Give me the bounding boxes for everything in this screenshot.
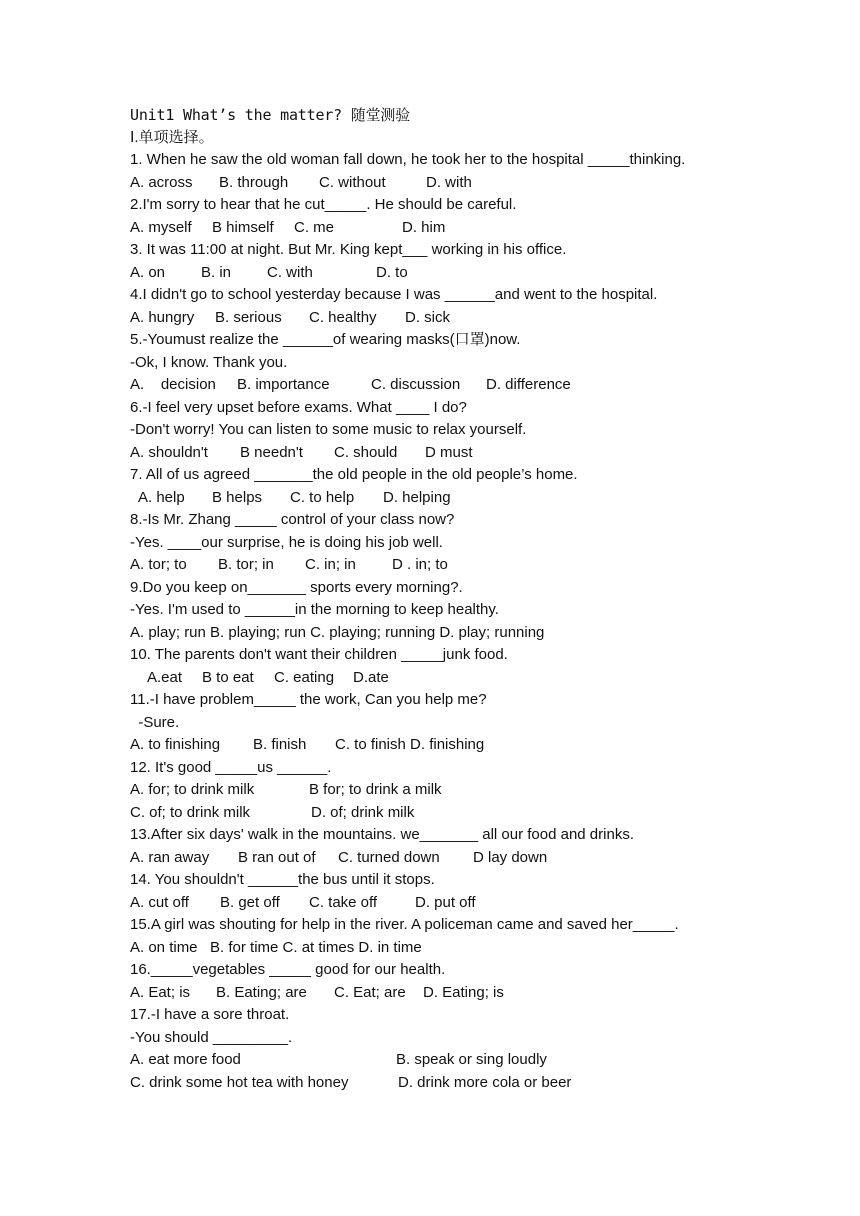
answer-option: C. turned down xyxy=(338,848,440,866)
question-line: 14. You shouldn't ______the bus until it stops. xyxy=(130,871,435,888)
answer-option: C. drink some hot tea with honey xyxy=(130,1073,349,1091)
answer-option: B. finish xyxy=(253,736,307,753)
answer-option: B. speak or sing loudly xyxy=(396,1051,547,1068)
options-line xyxy=(130,667,830,690)
options-line xyxy=(130,982,830,1005)
question-line: 10. The parents don't want their children _____junk food. xyxy=(130,646,508,663)
answer-option: B. Eating; are xyxy=(216,983,307,1001)
options-line xyxy=(130,734,830,757)
question-line: 11.-I have problem_____ the work, Can you help me? xyxy=(130,691,487,708)
question-list xyxy=(130,149,830,1094)
answer-option: C. take off xyxy=(309,893,378,911)
section-heading: Ⅰ.单项选择。 xyxy=(130,128,214,146)
quiz-content xyxy=(130,104,830,1094)
answer-option: B. get off xyxy=(220,893,280,911)
options-line xyxy=(130,442,830,465)
answer-option: C. to help xyxy=(290,488,355,506)
answer-option: A. hungry xyxy=(130,308,195,326)
answer-option: B. in xyxy=(201,263,232,281)
answer-option: C. me xyxy=(294,218,335,236)
answer-option: C. discussion xyxy=(371,376,461,393)
answer-option: B needn't xyxy=(240,443,303,461)
answer-option: D must xyxy=(425,443,473,461)
question-line: A. on time B. for time C. at times D. in time xyxy=(130,938,422,956)
options-line xyxy=(130,1072,830,1095)
answer-option: C. Eat; are xyxy=(334,983,406,1001)
options-line xyxy=(130,779,830,802)
answer-option: A. to finishing xyxy=(130,736,221,753)
question-line: 8.-Is Mr. Zhang _____ control of your class now? xyxy=(130,511,455,528)
answer-option: A. for; to drink milk xyxy=(130,781,255,798)
question-line: 5.-Youmust realize the ______of wearing masks(口罩)now. xyxy=(130,331,521,348)
options-line xyxy=(130,1049,830,1072)
question-line: 12. It's good _____us ______. xyxy=(130,758,332,776)
answer-option: D. helping xyxy=(383,488,451,506)
answer-option: B helps xyxy=(212,488,263,506)
options-line xyxy=(130,172,830,195)
answer-option: C. of; to drink milk xyxy=(130,803,251,821)
options-line xyxy=(130,374,830,397)
answer-option: A. cut off xyxy=(130,893,189,911)
answer-option: A. decision xyxy=(130,376,216,393)
question-line: 17.-I have a sore throat. xyxy=(130,1006,290,1023)
answer-option: A. Eat; is xyxy=(130,983,191,1001)
answer-option: D. sick xyxy=(405,308,450,326)
options-line xyxy=(130,892,830,915)
answer-option: D. Eating; is xyxy=(423,983,504,1001)
options-line xyxy=(130,847,830,870)
question-line: -Ok, I know. Thank you. xyxy=(130,353,288,371)
question-line: A. play; run B. playing; run C. playing; running D. play; running xyxy=(130,623,545,641)
answer-option: C. healthy xyxy=(309,308,377,326)
answer-option: B to eat xyxy=(202,668,254,686)
document-title: Unit1 What’s the matter? 随堂测验 xyxy=(130,106,410,124)
answer-option: D. to xyxy=(376,263,408,281)
options-line xyxy=(130,487,830,510)
answer-option: C. should xyxy=(334,443,398,461)
answer-option: A. shouldn't xyxy=(130,443,208,461)
answer-option: D. put off xyxy=(415,893,476,911)
answer-option: D. with xyxy=(426,173,472,191)
options-line xyxy=(130,217,830,240)
answer-option: C. with xyxy=(267,263,313,281)
answer-option: B for; to drink a milk xyxy=(309,781,442,798)
question-line: 9.Do you keep on_______ sports every morning?. xyxy=(130,578,463,596)
answer-option: C. eating xyxy=(274,668,335,686)
answer-option: A. help xyxy=(138,488,185,506)
answer-option: A.eat xyxy=(147,668,183,686)
answer-option: A. myself xyxy=(130,218,192,236)
answer-option: D.ate xyxy=(353,668,389,686)
answer-option: D lay down xyxy=(473,848,548,866)
answer-option: C. in; in xyxy=(305,556,356,573)
options-line xyxy=(130,307,830,330)
answer-option: B. through xyxy=(219,173,289,191)
answer-option: B. importance xyxy=(237,376,330,393)
options-line xyxy=(130,554,830,577)
answer-option: A. tor; to xyxy=(130,556,187,573)
answer-option: C. to finish D. finishing xyxy=(335,736,485,753)
question-line: 1. When he saw the old woman fall down, he took her to the hospital _____thinking. xyxy=(130,151,686,168)
answer-option: B. serious xyxy=(215,308,282,326)
question-line: 3. It was 11:00 at night. But Mr. King kept___ working in his office. xyxy=(130,241,567,258)
answer-option: B. tor; in xyxy=(218,556,274,573)
options-line xyxy=(130,802,830,825)
answer-option: D. him xyxy=(402,218,446,236)
answer-option: B ran out of xyxy=(238,848,316,866)
question-line: 15.A girl was shouting for help in the river. A policeman came and saved her_____. xyxy=(130,916,679,933)
answer-option: B himself xyxy=(212,218,274,236)
question-line: -Yes. ____our surprise, he is doing his job well. xyxy=(130,533,443,551)
question-line: -You should _________. xyxy=(130,1028,293,1046)
answer-option: D. of; drink milk xyxy=(311,803,415,821)
answer-option: A. across xyxy=(130,173,193,191)
question-line: -Yes. I'm used to ______in the morning to keep healthy. xyxy=(130,601,499,618)
question-line: 6.-I feel very upset before exams. What ____ I do? xyxy=(130,398,467,416)
question-line: -Don't worry! You can listen to some music to relax yourself. xyxy=(130,421,527,438)
answer-option: A. eat more food xyxy=(130,1051,241,1068)
answer-option: D . in; to xyxy=(392,556,448,573)
answer-option: D. difference xyxy=(486,376,571,393)
question-line: -Sure. xyxy=(130,713,180,731)
question-line: 13.After six days' walk in the mountains. we_______ all our food and drinks. xyxy=(130,826,634,843)
answer-option: A. ran away xyxy=(130,848,210,866)
question-line: 16._____vegetables _____ good for our health. xyxy=(130,961,446,978)
question-line: 4.I didn't go to school yesterday because I was ______and went to the hospital. xyxy=(130,286,658,303)
answer-option: D. drink more cola or beer xyxy=(398,1073,572,1091)
answer-option: C. without xyxy=(319,173,386,191)
answer-option: A. on xyxy=(130,263,166,281)
question-line: 2.I'm sorry to hear that he cut_____. He should be careful. xyxy=(130,196,517,213)
question-line: 7. All of us agreed _______the old people in the old people’s home. xyxy=(130,466,578,483)
options-line xyxy=(130,262,830,285)
